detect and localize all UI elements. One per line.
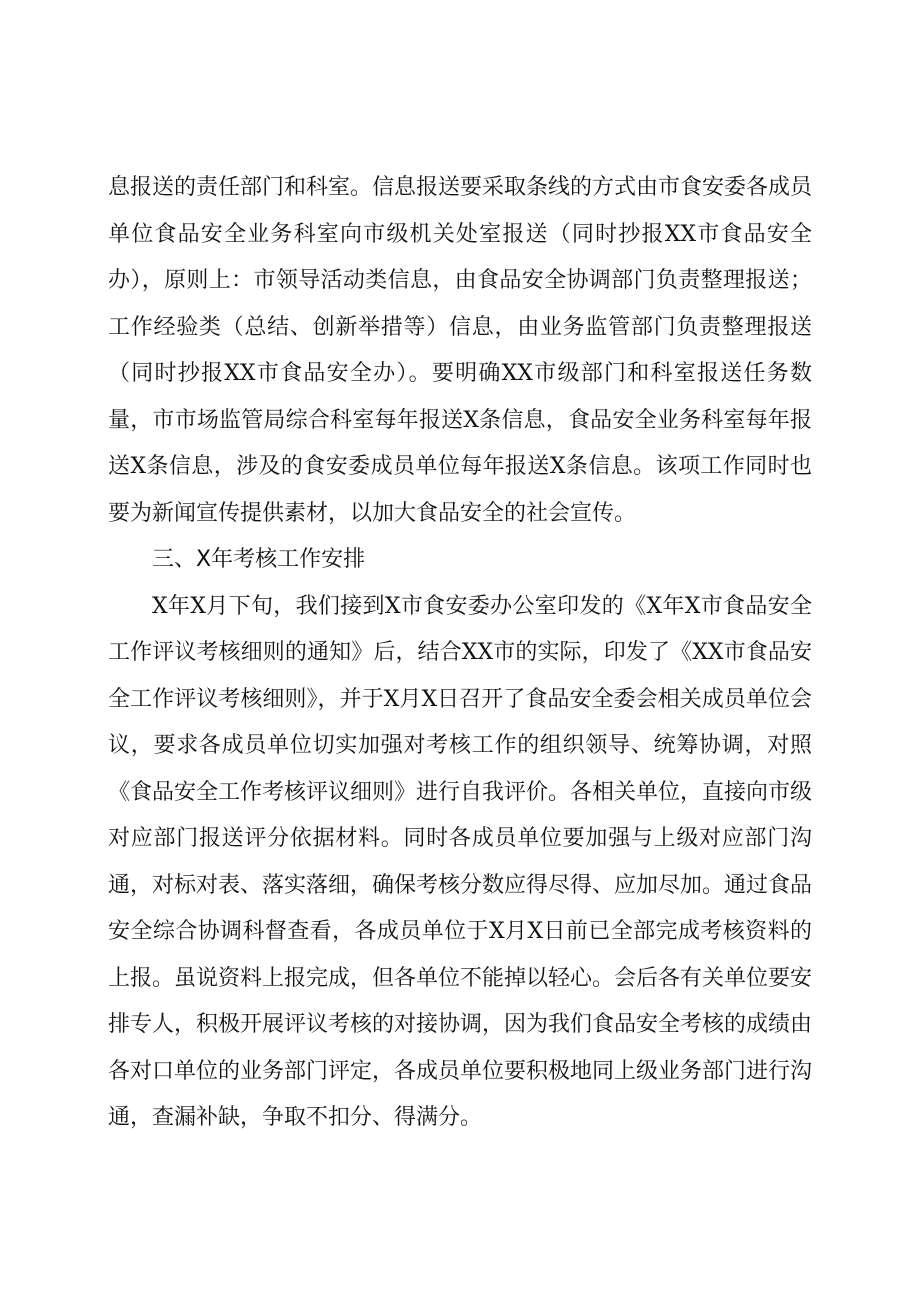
document-body — [108, 165, 812, 1142]
continued-paragraph: 息报送的责任部门和科室。信息报送要采取条线的方式由市食安委各成员单位食品安全业务科室向市级机关处室报送（同时抄报XX市食品安全办），原则上：市领导活动类信息，由食品安全协调部门负责整理报送；工作经验类（总结、创新举措等）信息，由业务监管部门负责整理报送（同时抄报XX市食品安全办）。要明确XX市级部门和科室报送任务数量，市市场监管局综合科室每年报送X条信息，食品安全业务科室每年报送X条信息，涉及的食安委成员单位每年报送X条信息。该项工作同时也要为新闻宣传提供素材，以加大食品安全的社会宣传。 — [108, 175, 813, 526]
section-paragraph: X年X月下旬，我们接到X市食安委办公室印发的《X年X市食品安全工作评议考核细则的通知》后，结合XX市的实际，印发了《XX市食品安全工作评议考核细则》，并于X月X日召开了食品安全委会相关成员单位会议，要求各成员单位切实加强对考核工作的组织领导、统筹协调，对照《食品安全工作考核评议细则》进行自我评价。各相关单位，直接向市级对应部门报送评分依据材料。同时各成员单位要加强与上级对应部门沟通，对标对表、落实落细，确保考核分数应得尽得、应加尽加。通过食品安全综合协调科督查看，各成员单位于X月X日前已全部完成考核资料的上报。虽说资料上报完成，但各单位不能掉以轻心。会后各有关单位要安排专人，积极开展评议考核的对接协调，因为我们食品安全考核的成绩由各对口单位的业务部门评定，各成员单位要积极地同上级业务部门进行沟通，查漏补缺，争取不扣分、得满分。 — [108, 593, 813, 1130]
section-heading: 三、X年考核工作安排 — [152, 547, 366, 572]
